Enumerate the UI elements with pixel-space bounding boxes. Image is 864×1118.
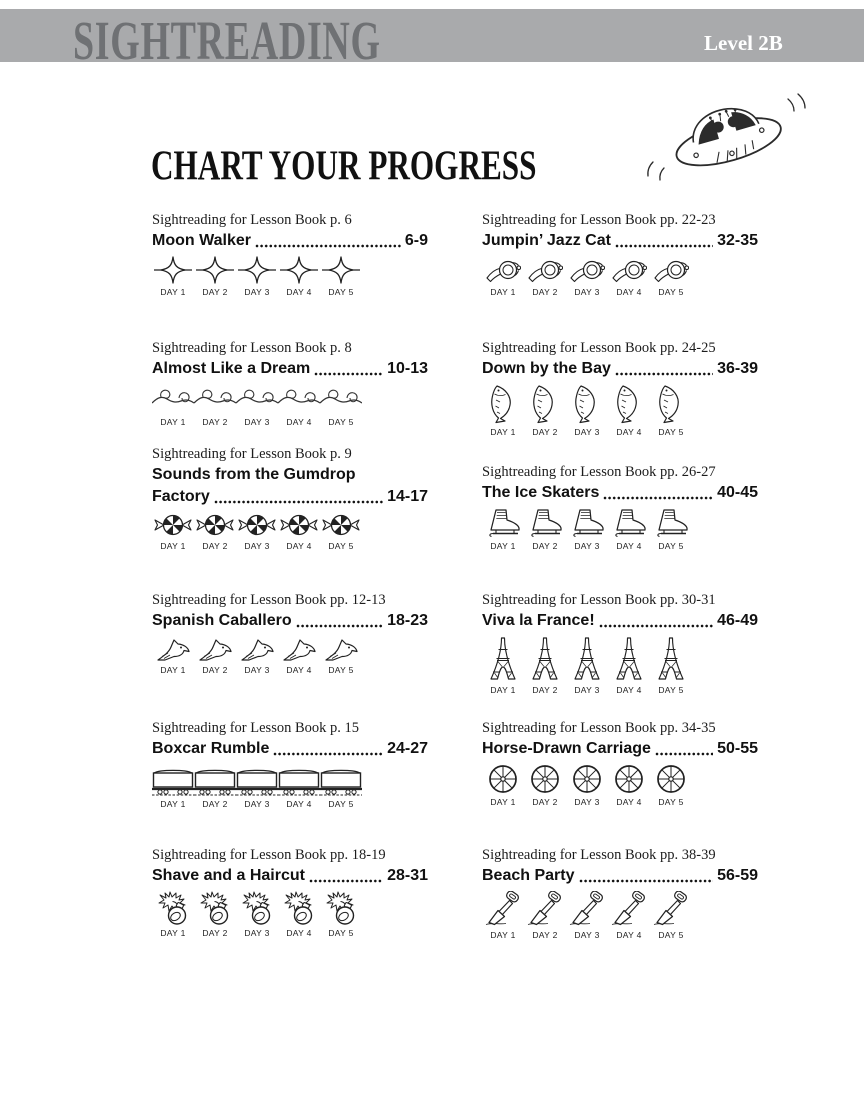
horse-head-icon (239, 636, 275, 662)
day-4-progress-cell (278, 512, 320, 551)
leaping-fish-icon (530, 384, 560, 424)
jazz-horn-icon (653, 256, 689, 284)
day-label: DAY 4 (286, 287, 312, 297)
lesson-book-reference: Sightreading for Lesson Book pp. 24-25 (482, 340, 716, 356)
wagon-wheel-icon (488, 764, 518, 794)
dot-leader (255, 244, 401, 248)
day-label: DAY 5 (328, 541, 354, 551)
day-3-progress-cell (566, 256, 608, 297)
page-range: 18-23 (387, 612, 428, 629)
day-2-progress-cell (524, 636, 566, 695)
progress-entry (482, 719, 758, 807)
day-4-progress-cell (608, 384, 650, 437)
day-4-progress-cell (608, 636, 650, 695)
piece-title-row (482, 610, 758, 631)
train-boxcar-icon (194, 764, 236, 796)
day-3-progress-cell (236, 891, 278, 938)
swirl-flourish-icon (194, 384, 236, 414)
firecracker-bomb-icon (324, 891, 358, 925)
lesson-book-reference: Sightreading for Lesson Book pp. 30-31 (482, 592, 716, 608)
lesson-book-reference: Sightreading for Lesson Book pp. 22-23 (482, 212, 716, 228)
day-1-progress-cell (152, 512, 194, 551)
day-4-progress-cell (608, 256, 650, 297)
day-label: DAY 4 (286, 541, 312, 551)
day-label: DAY 3 (244, 417, 270, 427)
page-range: 24-27 (387, 740, 428, 757)
dot-leader (655, 752, 713, 756)
piece-title: Horse-Drawn Carriage (482, 740, 651, 757)
lesson-book-reference: Sightreading for Lesson Book p. 6 (152, 212, 352, 228)
day-label: DAY 2 (202, 541, 228, 551)
day-3-progress-cell (566, 764, 608, 807)
peppermint-candy-icon (237, 512, 277, 538)
piece-title-row (482, 865, 758, 886)
day-label: DAY 1 (490, 797, 516, 807)
piece-title: Spanish Caballero (152, 612, 292, 629)
days-row (152, 636, 428, 675)
eiffel-tower-icon (655, 636, 687, 682)
sand-shovel-icon (485, 891, 521, 927)
day-label: DAY 5 (658, 930, 684, 940)
level-badge: Level 2B (704, 31, 783, 55)
day-1-progress-cell (152, 891, 194, 938)
sparkle-star-icon (279, 256, 319, 284)
day-4-progress-cell (278, 256, 320, 297)
day-label: DAY 3 (244, 928, 270, 938)
days-row (482, 384, 758, 437)
day-label: DAY 4 (286, 417, 312, 427)
day-1-progress-cell (482, 256, 524, 297)
day-label: DAY 4 (286, 928, 312, 938)
day-label: DAY 1 (490, 541, 516, 551)
day-label: DAY 2 (202, 928, 228, 938)
page-range: 46-49 (717, 612, 758, 629)
dot-leader (603, 496, 713, 500)
day-3-progress-cell (236, 256, 278, 297)
firecracker-bomb-icon (198, 891, 232, 925)
sparkle-star-icon (237, 256, 277, 284)
day-5-progress-cell (650, 764, 692, 807)
train-boxcar-icon (236, 764, 278, 796)
page-range: 50-55 (717, 740, 758, 757)
day-5-progress-cell (650, 384, 692, 437)
piece-title-row (482, 358, 758, 379)
day-5-progress-cell (650, 636, 692, 695)
day-label: DAY 3 (574, 930, 600, 940)
ice-skate-icon (484, 508, 522, 538)
day-label: DAY 5 (658, 797, 684, 807)
sand-shovel-icon (653, 891, 689, 927)
day-label: DAY 3 (574, 797, 600, 807)
day-4-progress-cell (608, 891, 650, 940)
horse-head-icon (281, 636, 317, 662)
horse-head-icon (197, 636, 233, 662)
progress-entry (152, 445, 428, 551)
ice-skate-icon (652, 508, 690, 538)
day-5-progress-cell (650, 256, 692, 297)
jazz-horn-icon (485, 256, 521, 284)
dot-leader (579, 879, 714, 883)
day-label: DAY 1 (160, 928, 186, 938)
piece-title-row (152, 358, 428, 379)
piece-title: Jumpin’ Jazz Cat (482, 232, 611, 249)
day-label: DAY 1 (490, 427, 516, 437)
wagon-wheel-icon (530, 764, 560, 794)
eiffel-tower-icon (529, 636, 561, 682)
page-range: 32-35 (717, 232, 758, 249)
day-label: DAY 1 (490, 930, 516, 940)
day-label: DAY 1 (490, 287, 516, 297)
day-label: DAY 3 (244, 799, 270, 809)
day-label: DAY 3 (574, 427, 600, 437)
progress-entry (152, 339, 428, 427)
peppermint-candy-icon (321, 512, 361, 538)
piece-title: Viva la France! (482, 612, 595, 629)
day-label: DAY 1 (160, 287, 186, 297)
days-row (152, 384, 428, 427)
day-2-progress-cell (194, 636, 236, 675)
day-2-progress-cell (524, 891, 566, 940)
firecracker-bomb-icon (156, 891, 190, 925)
eiffel-tower-icon (613, 636, 645, 682)
day-label: DAY 5 (658, 685, 684, 695)
sparkle-star-icon (321, 256, 361, 284)
train-boxcar-icon (320, 764, 362, 796)
day-2-progress-cell (194, 384, 236, 427)
days-row (482, 256, 758, 297)
dot-leader (599, 624, 713, 628)
days-row (152, 891, 428, 938)
dot-leader (273, 752, 383, 756)
dot-leader (314, 372, 383, 376)
piece-title-row (152, 738, 428, 759)
day-label: DAY 2 (532, 685, 558, 695)
day-label: DAY 5 (328, 928, 354, 938)
day-label: DAY 4 (616, 427, 642, 437)
page-range: 14-17 (387, 488, 428, 505)
day-1-progress-cell (482, 384, 524, 437)
progress-entry (482, 846, 758, 940)
day-label: DAY 2 (202, 417, 228, 427)
day-5-progress-cell (320, 891, 362, 938)
day-2-progress-cell (524, 508, 566, 551)
ice-skate-icon (526, 508, 564, 538)
days-row (152, 256, 428, 297)
day-label: DAY 4 (616, 287, 642, 297)
piece-title-row (482, 738, 758, 759)
lesson-book-reference: Sightreading for Lesson Book pp. 12-13 (152, 592, 386, 608)
progress-entry (152, 591, 428, 675)
day-4-progress-cell (278, 636, 320, 675)
day-3-progress-cell (236, 764, 278, 809)
day-5-progress-cell (650, 891, 692, 940)
day-label: DAY 5 (328, 417, 354, 427)
sparkle-star-icon (153, 256, 193, 284)
day-label: DAY 1 (160, 541, 186, 551)
swirl-flourish-icon (278, 384, 320, 414)
day-label: DAY 1 (160, 417, 186, 427)
progress-entry (482, 211, 758, 297)
sparkle-star-icon (195, 256, 235, 284)
page-range: 40-45 (717, 484, 758, 501)
day-label: DAY 4 (616, 797, 642, 807)
days-row (482, 764, 758, 807)
day-5-progress-cell (650, 508, 692, 551)
firecracker-bomb-icon (240, 891, 274, 925)
day-5-progress-cell (320, 384, 362, 427)
day-2-progress-cell (194, 256, 236, 297)
day-label: DAY 5 (328, 287, 354, 297)
day-1-progress-cell (152, 256, 194, 297)
day-label: DAY 4 (616, 930, 642, 940)
days-row (482, 891, 758, 940)
day-1-progress-cell (482, 636, 524, 695)
days-row (482, 636, 758, 695)
page-range: 36-39 (717, 360, 758, 377)
jazz-horn-icon (569, 256, 605, 284)
days-row (152, 764, 428, 809)
progress-entry (152, 719, 428, 809)
lesson-book-reference: Sightreading for Lesson Book pp. 18-19 (152, 847, 386, 863)
progress-entry (482, 339, 758, 437)
page-range: 10-13 (387, 360, 428, 377)
lesson-book-reference: Sightreading for Lesson Book pp. 26-27 (482, 464, 716, 480)
lesson-book-reference: Sightreading for Lesson Book p. 8 (152, 340, 352, 356)
ice-skate-icon (610, 508, 648, 538)
leaping-fish-icon (614, 384, 644, 424)
piece-title-row (152, 865, 428, 886)
piece-title: Almost Like a Dream (152, 360, 311, 377)
day-label: DAY 3 (574, 685, 600, 695)
leaping-fish-icon (488, 384, 518, 424)
day-label: DAY 2 (532, 287, 558, 297)
day-1-progress-cell (482, 508, 524, 551)
eiffel-tower-icon (571, 636, 603, 682)
horse-head-icon (155, 636, 191, 662)
piece-title-row (152, 230, 428, 251)
ice-skate-icon (568, 508, 606, 538)
piece-title: Factory (152, 488, 210, 505)
day-1-progress-cell (152, 636, 194, 675)
firecracker-bomb-icon (282, 891, 316, 925)
day-label: DAY 4 (616, 541, 642, 551)
day-label: DAY 5 (328, 665, 354, 675)
day-1-progress-cell (482, 891, 524, 940)
day-5-progress-cell (320, 764, 362, 809)
piece-title: Boxcar Rumble (152, 740, 270, 757)
day-5-progress-cell (320, 512, 362, 551)
days-row (152, 512, 428, 551)
day-2-progress-cell (194, 512, 236, 551)
day-label: DAY 2 (532, 930, 558, 940)
piece-title-line1: Sounds from the Gumdrop (152, 466, 356, 483)
leaping-fish-icon (572, 384, 602, 424)
leaping-fish-icon (656, 384, 686, 424)
day-5-progress-cell (320, 636, 362, 675)
day-label: DAY 4 (286, 665, 312, 675)
wagon-wheel-icon (614, 764, 644, 794)
train-boxcar-icon (278, 764, 320, 796)
page-range: 6-9 (404, 232, 428, 249)
wagon-wheel-icon (656, 764, 686, 794)
book-series-title: SIGHTREADING (73, 10, 381, 71)
day-4-progress-cell (278, 384, 320, 427)
day-3-progress-cell (566, 508, 608, 551)
day-label: DAY 2 (532, 541, 558, 551)
sand-shovel-icon (527, 891, 563, 927)
day-3-progress-cell (236, 384, 278, 427)
progress-entry (482, 463, 758, 551)
right-column (482, 0, 758, 1118)
day-label: DAY 2 (532, 427, 558, 437)
day-1-progress-cell (152, 764, 194, 809)
lesson-book-reference: Sightreading for Lesson Book p. 9 (152, 446, 352, 462)
day-2-progress-cell (194, 891, 236, 938)
day-label: DAY 2 (202, 665, 228, 675)
piece-title-row (482, 482, 758, 503)
day-label: DAY 3 (244, 287, 270, 297)
day-4-progress-cell (278, 891, 320, 938)
day-2-progress-cell (524, 764, 566, 807)
day-label: DAY 2 (532, 797, 558, 807)
piece-title: Shave and a Haircut (152, 867, 305, 884)
eiffel-tower-icon (487, 636, 519, 682)
day-label: DAY 4 (286, 799, 312, 809)
train-boxcar-icon (152, 764, 194, 796)
day-label: DAY 1 (490, 685, 516, 695)
dot-leader (615, 372, 713, 376)
day-2-progress-cell (524, 256, 566, 297)
horse-head-icon (323, 636, 359, 662)
day-label: DAY 3 (574, 541, 600, 551)
day-label: DAY 5 (328, 799, 354, 809)
dot-leader (296, 624, 383, 628)
day-5-progress-cell (320, 256, 362, 297)
peppermint-candy-icon (153, 512, 193, 538)
piece-title-row (152, 610, 428, 631)
day-label: DAY 2 (202, 287, 228, 297)
day-label: DAY 3 (244, 541, 270, 551)
left-column (152, 0, 428, 1118)
day-2-progress-cell (194, 764, 236, 809)
swirl-flourish-icon (320, 384, 362, 414)
day-4-progress-cell (278, 764, 320, 809)
piece-title: Moon Walker (152, 232, 251, 249)
swirl-flourish-icon (152, 384, 194, 414)
piece-title-row (152, 486, 428, 507)
lesson-book-reference: Sightreading for Lesson Book p. 15 (152, 720, 360, 736)
day-label: DAY 2 (202, 799, 228, 809)
sand-shovel-icon (611, 891, 647, 927)
day-1-progress-cell (482, 764, 524, 807)
lesson-book-reference: Sightreading for Lesson Book pp. 34-35 (482, 720, 716, 736)
piece-title: The Ice Skaters (482, 484, 600, 501)
lesson-book-reference: Sightreading for Lesson Book pp. 38-39 (482, 847, 716, 863)
piece-title-row (482, 230, 758, 251)
day-3-progress-cell (566, 891, 608, 940)
swirl-flourish-icon (236, 384, 278, 414)
day-label: DAY 1 (160, 799, 186, 809)
progress-entry (152, 846, 428, 938)
piece-title: Beach Party (482, 867, 575, 884)
page-title: CHART YOUR PROGRESS (151, 141, 537, 190)
day-3-progress-cell (566, 384, 608, 437)
jazz-horn-icon (527, 256, 563, 284)
piece-title: Down by the Bay (482, 360, 611, 377)
days-row (482, 508, 758, 551)
wagon-wheel-icon (572, 764, 602, 794)
day-label: DAY 5 (658, 287, 684, 297)
dot-leader (309, 879, 383, 883)
peppermint-candy-icon (279, 512, 319, 538)
sand-shovel-icon (569, 891, 605, 927)
page-range: 56-59 (717, 867, 758, 884)
day-4-progress-cell (608, 764, 650, 807)
day-1-progress-cell (152, 384, 194, 427)
progress-entry (152, 211, 428, 297)
day-3-progress-cell (236, 512, 278, 551)
progress-entry (482, 591, 758, 695)
day-label: DAY 1 (160, 665, 186, 675)
day-3-progress-cell (236, 636, 278, 675)
day-label: DAY 4 (616, 685, 642, 695)
page-range: 28-31 (387, 867, 428, 884)
dot-leader (214, 500, 383, 504)
day-label: DAY 5 (658, 427, 684, 437)
day-label: DAY 3 (244, 665, 270, 675)
dot-leader (615, 244, 713, 248)
day-label: DAY 3 (574, 287, 600, 297)
day-4-progress-cell (608, 508, 650, 551)
jazz-horn-icon (611, 256, 647, 284)
peppermint-candy-icon (195, 512, 235, 538)
day-3-progress-cell (566, 636, 608, 695)
day-label: DAY 5 (658, 541, 684, 551)
day-2-progress-cell (524, 384, 566, 437)
